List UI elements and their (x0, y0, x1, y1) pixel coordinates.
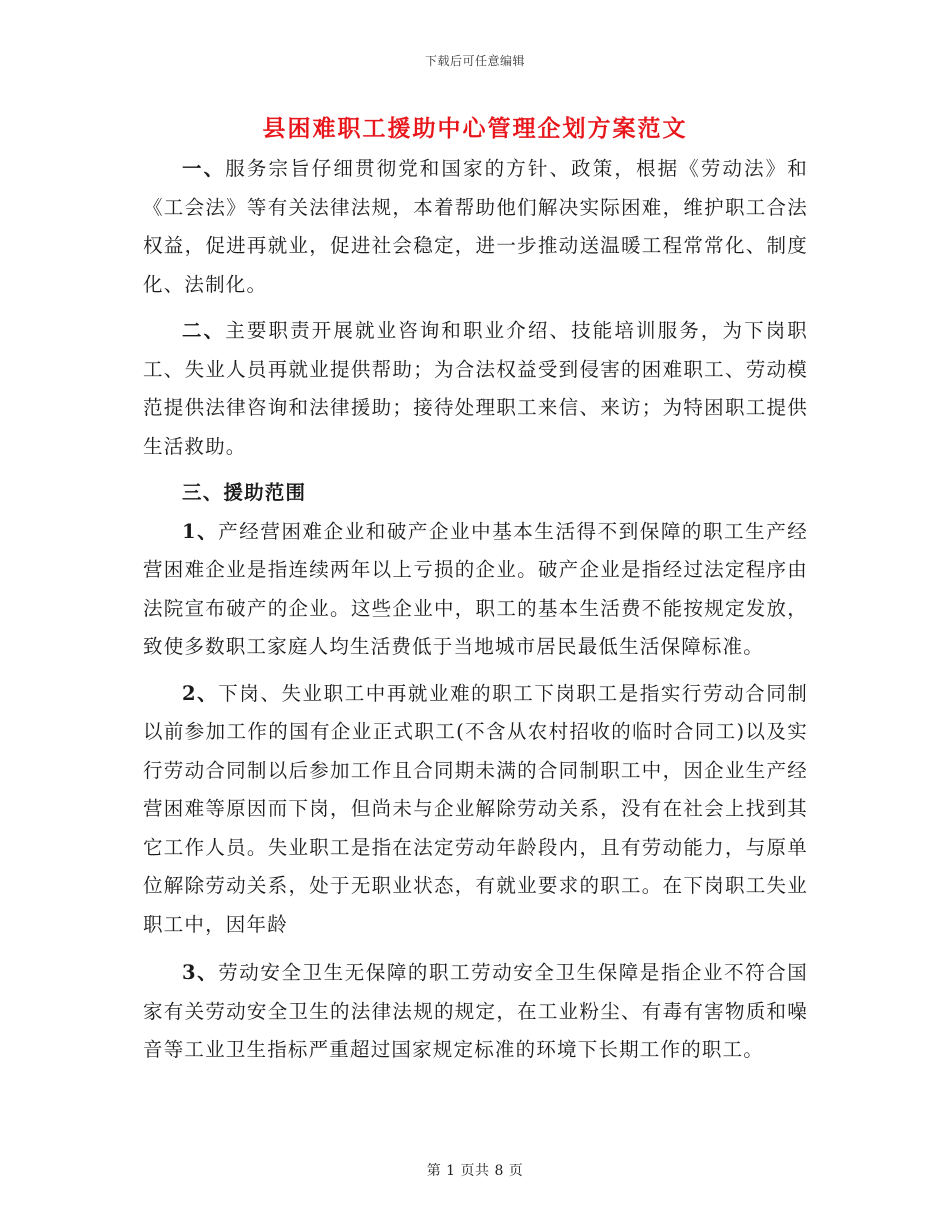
item-3-paragraph (143, 954, 808, 1070)
section-2-lead: 二、 (182, 319, 226, 342)
section-1-text: 服务宗旨仔细贯彻党和国家的方针、政策，根据《劳动法》和《工会法》等有关法律法规，本着帮助他们解决实际困难，维护职工合法权益，促进再就业，促进社会稳定，进一步推动送温暖工程常常化、制度化、法制化。 (143, 157, 809, 296)
document-title: 县困难职工援助中心管理企划方案范文 (262, 116, 688, 142)
section-1-lead: 一、 (182, 157, 226, 180)
header-note: 下载后可任意编辑 (424, 54, 525, 68)
item-3-lead: 3、 (182, 961, 219, 984)
item-2-text: 下岗、失业职工中再就业难的职工下岗职工是指实行劳动合同制以前参加工作的国有企业正式职工(不含从农村招收的临时合同工)以及实行劳动合同制以后参加工作且合同期未满的合同制职工中，因企业生产经营困难等原因而下岗，但尚未与企业解除劳动关系，没有在社会上找到其它工作人员。失业职工是指在法定劳动年龄段内，且有劳动能力，与原单位解除劳动关系，处于无职业状态，有就业要求的职工。在下岗职工失业职工中，因年龄 (143, 681, 809, 936)
item-2-paragraph (143, 675, 808, 945)
document-body (143, 150, 808, 1070)
item-1-lead: 1、 (182, 519, 219, 543)
page-number-footer: 第 1 页共 8 页 (426, 1163, 524, 1179)
section-2-text: 主要职责开展就业咨询和职业介绍、技能培训服务，为下岗职工、失业人员再就业提供帮助；为合法权益受到侵害的困难职工、劳动模范提供法律咨询和法律援助；接待处理职工来信、来访；为特困职工提供生活救助。 (143, 319, 809, 458)
item-2-lead: 2、 (182, 681, 219, 705)
section-3-heading: 三、援助范围 (182, 481, 307, 504)
item-3-text: 劳动安全卫生无保障的职工劳动安全卫生保障是指企业不符合国家有关劳动安全卫生的法律法规的规定，在工业粉尘、有毒有害物质和噪音等工业卫生指标严重超过国家规定标准的环境下长期工作的职工。 (143, 961, 809, 1061)
section-2-paragraph (143, 312, 808, 466)
item-1-paragraph (143, 513, 808, 667)
section-1-paragraph (143, 150, 808, 304)
item-1-text: 产经营困难企业和破产企业中基本生活得不到保障的职工生产经营困难企业是指连续两年以上亏损的企业。破产企业是指经过法定程序由法院宣布破产的企业。这些企业中，职工的基本生活费不能按规定发放，致使多数职工家庭人均生活费低于当地城市居民最低生活保障标准。 (143, 519, 809, 658)
